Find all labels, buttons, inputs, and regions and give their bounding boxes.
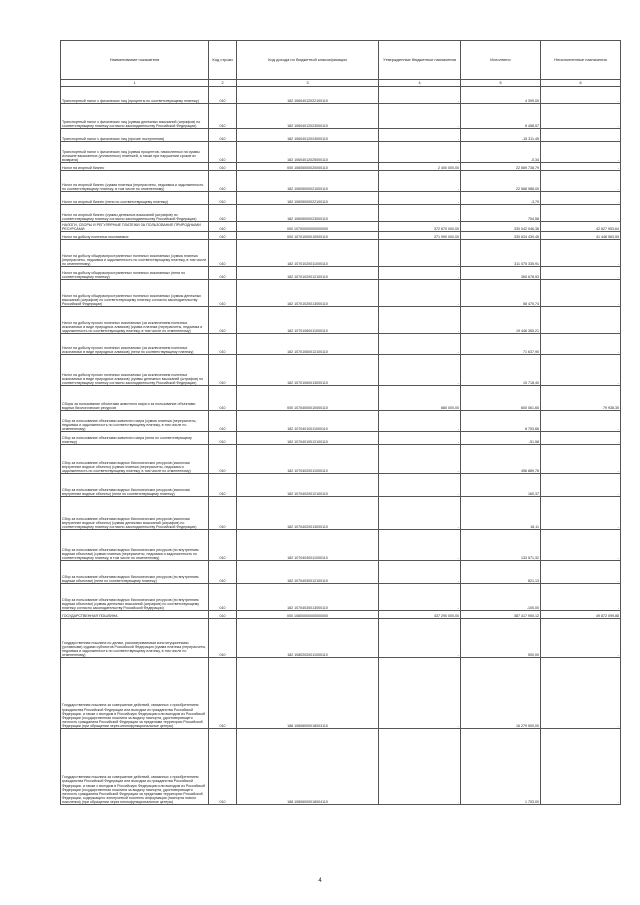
- row-unexecuted: -: [541, 432, 621, 445]
- row-name: Сбор за пользование объектами водных биологических ресурсов (исключая внутренние водные объекты) (суммы денежных взысканий (штрафов) по соответствующему платежу согласно законодательству Российской Федерации): [61, 497, 209, 530]
- row-budget-code: 182 10704010012100110: [237, 432, 379, 445]
- column-number: 5: [461, 80, 541, 87]
- row-line-code: 010: [209, 240, 237, 267]
- row-approved: -: [379, 87, 461, 104]
- row-approved: -: [379, 530, 461, 561]
- row-line-code: 010: [209, 104, 237, 129]
- table-row: [61, 267, 621, 280]
- row-unexecuted: -: [541, 561, 621, 584]
- row-budget-code: 182 10605000022100110: [237, 192, 379, 205]
- row-line-code: 010: [209, 432, 237, 445]
- row-line-code: 010: [209, 307, 237, 334]
- table-row: [61, 87, 621, 104]
- row-unexecuted: -: [541, 267, 621, 280]
- row-unexecuted: -: [541, 355, 621, 386]
- row-executed: -15 311,45: [461, 129, 541, 142]
- row-approved: -: [379, 411, 461, 432]
- row-executed: 365 678,93: [461, 267, 541, 280]
- row-line-code: 010: [209, 129, 237, 142]
- row-approved: -: [379, 192, 461, 205]
- row-line-code: 010: [209, 192, 237, 205]
- row-line-code: 010: [209, 497, 237, 530]
- row-line-code: 010: [209, 280, 237, 307]
- row-executed: -0,34: [461, 142, 541, 163]
- row-line-code: 010: [209, 355, 237, 386]
- report-sheet: [60, 40, 620, 805]
- row-executed: 4 399,00: [461, 87, 541, 104]
- row-executed: 133 571,32: [461, 530, 541, 561]
- table-row: [61, 334, 621, 355]
- row-unexecuted: -: [541, 334, 621, 355]
- row-line-code: 010: [209, 171, 237, 192]
- row-approved: -: [379, 334, 461, 355]
- row-budget-code: 182 10701060012100110: [237, 334, 379, 355]
- row-name: Налог на добычу общераспространенных полезных ископаемых (суммы денежных взысканий (штрафов) по соответствующему платежу согласно законодательству Российской Федерации): [61, 280, 209, 307]
- row-executed: 15 718,40: [461, 355, 541, 386]
- row-approved: -: [379, 474, 461, 497]
- row-executed: 754,58: [461, 205, 541, 222]
- row-budget-code: 000 10700000000000000: [237, 222, 379, 232]
- row-name: ГОСУДАРСТВЕННАЯ ПОШЛИНА: [61, 611, 209, 619]
- row-executed: -100,00: [461, 584, 541, 611]
- header-line: Код строки: [209, 41, 237, 80]
- row-name: НАЛОГИ, СБОРЫ И РЕГУЛЯРНЫЕ ПЛАТЕЖИ ЗА ПОЛЬЗОВАНИЕ ПРИРОДНЫМИ РЕСУРСАМИ: [61, 222, 209, 232]
- row-line-code: 010: [209, 411, 237, 432]
- row-line-code: 010: [209, 267, 237, 280]
- row-budget-code: 182 10704030013000110: [237, 584, 379, 611]
- header-approved: Утвержденные бюджетные назначения: [379, 41, 461, 80]
- column-number: 4: [379, 80, 461, 87]
- row-executed: 1 753,00: [461, 729, 541, 805]
- row-name: Государственная пошлина за совершение действий, связанных с приобретением гражданства Российской Федерации или выходом из гражданства Российской Федерации, а также с въездом в Российскую Федерацию или выездом из Российской Федерации (государственная пошлина за выдачу паспорта, удостоверяющего личность гражданина Российской Федерации за пределами территории Российской Федерации (при обращении через многофункциональные центры): [61, 658, 209, 729]
- column-number: 2: [209, 80, 237, 87]
- row-unexecuted: -: [541, 619, 621, 658]
- row-executed: 16 279 500,00: [461, 658, 541, 729]
- row-approved: -: [379, 267, 461, 280]
- row-name: Налог на игорный бизнес (суммы денежных взысканий (штрафов) по соответствующему платежу согласно законодательству Российской Федерации): [61, 205, 209, 222]
- row-unexecuted: 41 448 563,55: [541, 232, 621, 240]
- table-row: [61, 104, 621, 129]
- table-row: [61, 561, 621, 584]
- row-line-code: 010: [209, 87, 237, 104]
- table-row: [61, 432, 621, 445]
- row-approved: -: [379, 561, 461, 584]
- row-approved: -: [379, 171, 461, 192]
- row-approved: 680 000,00: [379, 386, 461, 411]
- row-name: Сбор за пользование объектами водных биологических ресурсов (по внутренним водным объектам) (сумма платежа (перерасчеты, недоимка и задолженность по соответствующему платежу, в том числе по отмененному): [61, 530, 209, 561]
- row-budget-code: 182 10704030011000110: [237, 530, 379, 561]
- row-approved: 2 400 000,00: [379, 163, 461, 171]
- row-unexecuted: 79 938,35: [541, 386, 621, 411]
- row-executed: 19 446 365,21: [461, 307, 541, 334]
- row-name: Транспортный налог с физических лиц (суммы процентов, начисленных на суммы излишне взысканных (уплаченных) платежей, а также при нарушении сроков их возврата): [61, 142, 209, 163]
- column-number: 3: [237, 80, 379, 87]
- row-name: Государственная пошлина по делам, рассматриваемым конституционными (уставными) судами субъектов Российской Федерации (сумма платежа (перерасчеты, недоимка и задолженность по соответствующему платежу, в том числе по отмененному): [61, 619, 209, 658]
- row-unexecuted: -: [541, 142, 621, 163]
- table-row: [61, 584, 621, 611]
- page-number: 4: [318, 878, 322, 884]
- row-line-code: 010: [209, 658, 237, 729]
- row-unexecuted: -: [541, 445, 621, 474]
- row-approved: -: [379, 445, 461, 474]
- row-executed: 16,11: [461, 497, 541, 530]
- row-unexecuted: -: [541, 129, 621, 142]
- row-approved: -: [379, 658, 461, 729]
- row-budget-code: 182 10701020013000110: [237, 280, 379, 307]
- table-row: [61, 530, 621, 561]
- row-approved: -: [379, 129, 461, 142]
- row-executed: 600 061,65: [461, 386, 541, 411]
- row-line-code: 010: [209, 530, 237, 561]
- row-approved: -: [379, 584, 461, 611]
- header-executed: Исполнено: [461, 41, 541, 80]
- row-executed: 8 753,66: [461, 411, 541, 432]
- table-row: [61, 129, 621, 142]
- row-approved: -: [379, 619, 461, 658]
- row-unexecuted: -: [541, 171, 621, 192]
- row-line-code: 010: [209, 222, 237, 232]
- table-row: [61, 307, 621, 334]
- row-unexecuted: -: [541, 307, 621, 334]
- row-unexecuted: -: [541, 240, 621, 267]
- header-code: Код дохода по бюджетной классификации: [237, 41, 379, 80]
- row-approved: -: [379, 307, 461, 334]
- row-executed: 58 470,74: [461, 280, 541, 307]
- row-name: Налог на добычу прочих полезных ископаемых (за исключением полезных ископаемых в виде природных алмазов) (сумма платежа (перерасчеты, недоимка и задолженность по соответствующему платежу, в том числе по отмененному): [61, 307, 209, 334]
- table-row: [61, 445, 621, 474]
- row-name: Налог на игорный бизнес: [61, 163, 209, 171]
- row-unexecuted: -: [541, 104, 621, 129]
- row-approved: -: [379, 497, 461, 530]
- row-approved: -: [379, 142, 461, 163]
- row-name: Сбор за пользование объектами водных биологических ресурсов (исключая внутренние водные объекты) (сумма платежа (перерасчеты, недоимка и задолженность по соответствующему платежу, в том числе по отмененному): [61, 445, 209, 474]
- row-executed: 330 634 439,45: [461, 232, 541, 240]
- row-unexecuted: -: [541, 280, 621, 307]
- revenue-table: [60, 40, 621, 805]
- row-executed: 311 075 335,91: [461, 240, 541, 267]
- row-unexecuted: -: [541, 163, 621, 171]
- row-unexecuted: 42 627 953,64: [541, 222, 621, 232]
- table-row: [61, 280, 621, 307]
- row-line-code: 010: [209, 584, 237, 611]
- row-budget-code: 182 10704020013000110: [237, 497, 379, 530]
- row-name: Налог на игорный бизнес (пени по соответствующему платежу): [61, 192, 209, 205]
- row-approved: -: [379, 240, 461, 267]
- table-row: [61, 611, 621, 619]
- table-row: [61, 386, 621, 411]
- row-executed: 22 568 988,00: [461, 171, 541, 192]
- row-approved: 371 990 000,00: [379, 232, 461, 240]
- row-executed: -51,58: [461, 432, 541, 445]
- row-budget-code: 182 10704030012100110: [237, 561, 379, 584]
- table-row: [61, 232, 621, 240]
- row-line-code: 010: [209, 334, 237, 355]
- row-budget-code: 188 10806000018003110: [237, 658, 379, 729]
- row-budget-code: 000 10704000010000110: [237, 386, 379, 411]
- row-name: Налог на игорный бизнес (сумма платежа (перерасчеты, недоимка и задолженность по соответствующему платежу, в том числе по отмененному): [61, 171, 209, 192]
- row-line-code: 010: [209, 142, 237, 163]
- row-approved: 437 290 000,00: [379, 611, 461, 619]
- row-executed: 456 889,78: [461, 445, 541, 474]
- row-executed: 821,13: [461, 561, 541, 584]
- row-name: Транспортный налог с физических лиц (проценты по соответствующему платежу): [61, 87, 209, 104]
- table-row: [61, 171, 621, 192]
- row-unexecuted: -: [541, 729, 621, 805]
- table-row: [61, 240, 621, 267]
- row-name: Государственная пошлина за совершение действий, связанных с приобретением гражданства Российской Федерации или выходом из гражданства Российской Федерации, а также с въездом в Российскую Федерацию или выездом из Российской Федерации (государственная пошлина за выдачу паспорта, удостоверяющего личность гражданина Российской Федерации за пределами территории Российской Федерации, содержащего электронный носитель информации (паспорта нового поколения) (при обращении через многофункциональные центры): [61, 729, 209, 805]
- table-row: [61, 222, 621, 232]
- row-line-code: 010: [209, 611, 237, 619]
- row-approved: -: [379, 729, 461, 805]
- row-name: Налог на добычу общераспространенных полезных ископаемых (пени по соответствующему платежу): [61, 267, 209, 280]
- row-name: Налог на добычу общераспространенных полезных ископаемых (сумма платежа (перерасчеты, недоимка и задолженность по соответствующему платежу, в том числе по отмененному): [61, 240, 209, 267]
- row-executed: 22 569 738,79: [461, 163, 541, 171]
- row-unexecuted: -: [541, 474, 621, 497]
- row-approved: -: [379, 205, 461, 222]
- table-row: [61, 497, 621, 530]
- row-executed: -3,79: [461, 192, 541, 205]
- row-name: Сбор за пользование объектами животного мира (пени по соответствующему платежу): [61, 432, 209, 445]
- row-budget-code: 182 10605000021000110: [237, 171, 379, 192]
- row-name: Сбор за пользование объектами животного мира (сумма платежа (перерасчеты, недоимка и задолженность по соответствующему платежу, в том числе по отмененному): [61, 411, 209, 432]
- row-executed: 160,37: [461, 474, 541, 497]
- row-budget-code: 000 10605000020000110: [237, 163, 379, 171]
- row-budget-code: 182 10604012023000110: [237, 104, 379, 129]
- row-approved: -: [379, 104, 461, 129]
- column-number: 1: [61, 80, 209, 87]
- row-line-code: 010: [209, 561, 237, 584]
- row-name: Налог на добычу полезных ископаемых: [61, 232, 209, 240]
- row-unexecuted: -: [541, 411, 621, 432]
- row-name: Сбор за пользование объектами водных биологических ресурсов (по внутренним водным объектам) (суммы денежных взысканий (штрафов) по соответствующему платежу согласно законодательству Российской Федерации): [61, 584, 209, 611]
- row-budget-code: 182 10604012024000110: [237, 129, 379, 142]
- row-budget-code: 000 10701000010000110: [237, 232, 379, 240]
- row-budget-code: 188 10806000018004110: [237, 729, 379, 805]
- row-line-code: 010: [209, 163, 237, 171]
- row-line-code: 010: [209, 445, 237, 474]
- row-unexecuted: 49 872 099,88: [541, 611, 621, 619]
- row-approved: 372 670 000,00: [379, 222, 461, 232]
- row-budget-code: 000 10800000000000000: [237, 611, 379, 619]
- header-unexecuted: Неисполненные назначения: [541, 41, 621, 80]
- table-row: [61, 619, 621, 658]
- row-budget-code: 182 10604012022100110: [237, 87, 379, 104]
- table-row: [61, 142, 621, 163]
- column-number-row: [61, 80, 621, 87]
- column-number: 6: [541, 80, 621, 87]
- row-approved: -: [379, 432, 461, 445]
- row-approved: -: [379, 355, 461, 386]
- row-unexecuted: -: [541, 192, 621, 205]
- table-row: [61, 474, 621, 497]
- row-budget-code: 182 10704020012100110: [237, 474, 379, 497]
- row-line-code: 010: [209, 619, 237, 658]
- row-executed: 387 417 900,12: [461, 611, 541, 619]
- row-line-code: 010: [209, 232, 237, 240]
- row-budget-code: 182 10701020012100110: [237, 267, 379, 280]
- row-budget-code: 182 10701060011000110: [237, 307, 379, 334]
- row-unexecuted: -: [541, 658, 621, 729]
- row-budget-code: 182 10605000023000110: [237, 205, 379, 222]
- row-unexecuted: -: [541, 87, 621, 104]
- table-row: [61, 355, 621, 386]
- row-line-code: 010: [209, 386, 237, 411]
- row-name: Сбор за пользование объектами водных биологических ресурсов (исключая внутренние водные объекты) (пени по соответствующему платежу): [61, 474, 209, 497]
- row-budget-code: 182 10701020011000110: [237, 240, 379, 267]
- header-name: Наименование показателя: [61, 41, 209, 80]
- row-unexecuted: -: [541, 530, 621, 561]
- row-budget-code: 182 10701060013000110: [237, 355, 379, 386]
- row-unexecuted: -: [541, 584, 621, 611]
- row-name: Сбор за пользование объектами водных биологических ресурсов (по внутренним водным объектам) (пени по соответствующему платежу): [61, 561, 209, 584]
- row-line-code: 010: [209, 729, 237, 805]
- row-line-code: 010: [209, 205, 237, 222]
- table-row: [61, 729, 621, 805]
- row-name: Транспортный налог с физических лиц (суммы денежных взысканий (штрафов) по соответствующему платежу согласно законодательству Российской Федерации): [61, 104, 209, 129]
- row-unexecuted: -: [541, 497, 621, 530]
- row-name: Налог на добычу прочих полезных ископаемых (за исключением полезных ископаемых в виде природных алмазов) (пени по соответствующему платежу): [61, 334, 209, 355]
- table-row: [61, 205, 621, 222]
- table-header-row: [61, 41, 621, 80]
- table-row: [61, 192, 621, 205]
- row-executed: 330 042 046,36: [461, 222, 541, 232]
- row-line-code: 010: [209, 474, 237, 497]
- row-executed: 500,00: [461, 619, 541, 658]
- row-budget-code: 182 10604012025000110: [237, 142, 379, 163]
- table-row: [61, 658, 621, 729]
- row-name: Сборы за пользование объектами животного мира и за пользование объектами водных биологических ресурсов: [61, 386, 209, 411]
- row-name: Транспортный налог с физических лиц (прочие поступления): [61, 129, 209, 142]
- row-executed: 6 458,57: [461, 104, 541, 129]
- table-row: [61, 411, 621, 432]
- row-budget-code: 182 10704020011000110: [237, 445, 379, 474]
- row-budget-code: 182 10802020011000110: [237, 619, 379, 658]
- row-budget-code: 182 10704010011000110: [237, 411, 379, 432]
- row-approved: -: [379, 280, 461, 307]
- row-executed: 71 637,90: [461, 334, 541, 355]
- table-row: [61, 163, 621, 171]
- row-unexecuted: -: [541, 205, 621, 222]
- table-body: [61, 87, 621, 805]
- row-name: Налог на добычу прочих полезных ископаемых (за исключением полезных ископаемых в виде природных алмазов) (суммы денежных взысканий (штрафов) по соответствующему платежу согласно законодательству Российской Федерации): [61, 355, 209, 386]
